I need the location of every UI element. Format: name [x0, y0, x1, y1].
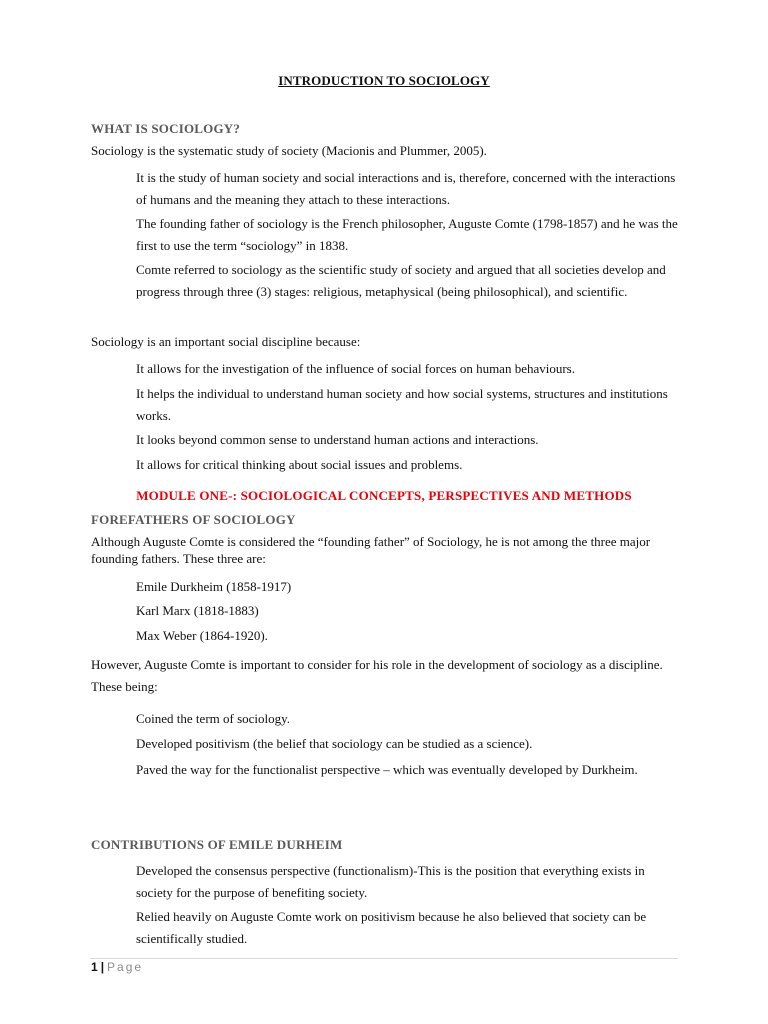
- paragraph-importance-intro: Sociology is an important social discipline because:: [91, 334, 361, 349]
- list-item: The founding father of sociology is the French philosopher, Auguste Comte (1798-1857) and he was the first to use the term “sociology” in 1838.: [136, 216, 678, 253]
- page-number: 1: [91, 960, 98, 974]
- list-item: Max Weber (1864-1920).: [136, 628, 268, 643]
- list-item: Developed the consensus perspective (functionalism)-This is the position that everything exists in society for the purpose of benefiting society.: [136, 863, 645, 900]
- paragraph-forefathers-intro: Although Auguste Comte is considered the “founding father” of Sociology, he is not among the three major founding fathers. These three are:: [91, 534, 651, 566]
- paragraph-comte-importance: However, Auguste Comte is important to consider for his role in the development of sociology as a discipline. These being:: [91, 657, 663, 694]
- list-item: Karl Marx (1818-1883): [136, 603, 259, 618]
- list-item: Paved the way for the functionalist perspective – which was eventually developed by Durkheim.: [136, 762, 638, 777]
- document-title: INTRODUCTION TO SOCIOLOGY: [278, 73, 490, 88]
- list-item: It looks beyond common sense to understand human actions and interactions.: [136, 432, 539, 447]
- list-item: It is the study of human society and social interactions and is, therefore, concerned with the interactions of humans and the meaning they attach to these interactions.: [136, 170, 676, 207]
- module-heading: MODULE ONE-: SOCIOLOGICAL CONCEPTS, PERSPECTIVES AND METHODS: [136, 488, 632, 503]
- list-item: Coined the term of sociology.: [136, 711, 291, 726]
- list-item: Relied heavily on Auguste Comte work on positivism because he also believed that society can be scientifically studied.: [136, 909, 647, 946]
- list-item: It helps the individual to understand human society and how social systems, structures and institutions works.: [136, 386, 668, 423]
- list-item: Developed positivism (the belief that sociology can be studied as a science).: [136, 736, 533, 751]
- footer-separator: |: [100, 960, 105, 974]
- paragraph-definition: Sociology is the systematic study of society (Macionis and Plummer, 2005).: [91, 143, 487, 158]
- heading-forefathers: FOREFATHERS OF SOCIOLOGY: [91, 512, 296, 527]
- heading-contributions-durkheim: CONTRIBUTIONS OF EMILE DURHEIM: [91, 837, 343, 852]
- page-footer: [91, 960, 143, 974]
- footer-divider: [90, 958, 678, 959]
- list-item: It allows for critical thinking about social issues and problems.: [136, 457, 463, 472]
- list-item: Comte referred to sociology as the scientific study of society and argued that all societies develop and progress through three (3) stages: religious, metaphysical (being philosophical), and scientific.: [136, 262, 666, 299]
- heading-what-is-sociology: WHAT IS SOCIOLOGY?: [91, 121, 241, 136]
- page-label: Page: [107, 960, 144, 974]
- list-item: Emile Durkheim (1858-1917): [136, 579, 292, 594]
- list-item: It allows for the investigation of the influence of social forces on human behaviours.: [136, 361, 575, 376]
